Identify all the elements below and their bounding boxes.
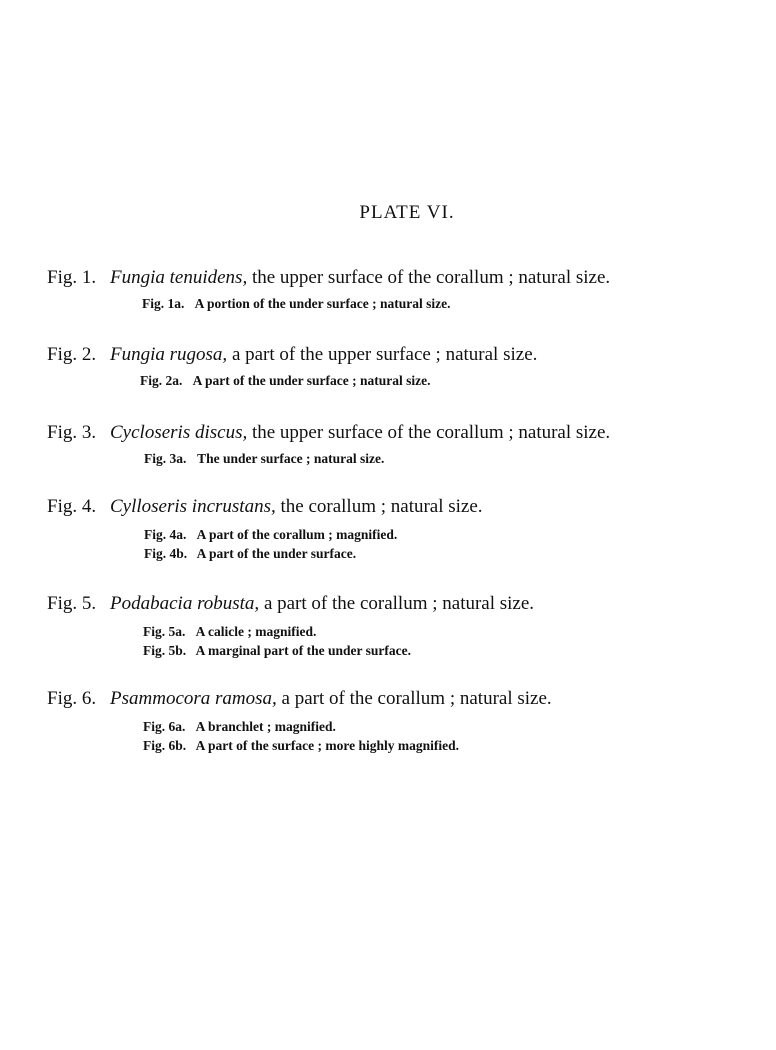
subfigure-text: A portion of the under surface ; natural size. (194, 296, 451, 311)
subfigure-caption (144, 525, 483, 544)
figure-caption (47, 343, 537, 367)
figure-description: the upper surface of the corallum ; natural size. (251, 267, 611, 288)
subfigure-label: Fig. 5b. (143, 643, 187, 658)
subfigure-text: A part of the under surface. (196, 546, 357, 561)
subfigure-text: A part of the under surface ; natural size. (192, 373, 431, 388)
figure-description: the corallum ; natural size. (280, 496, 483, 517)
subfigure-caption (140, 371, 537, 390)
subfigure-list (47, 717, 552, 755)
figure-caption (47, 592, 534, 616)
subfigure-caption (144, 449, 610, 468)
species-name: Cycloseris discus, (110, 422, 248, 443)
subfigure-caption (143, 641, 534, 660)
species-name: Fungia tenuidens, (110, 267, 248, 288)
figure-description: a part of the corallum ; natural size. (263, 593, 535, 614)
figure-description: a part of the corallum ; natural size. (281, 688, 552, 709)
figure-entry-3 (47, 421, 610, 468)
figure-label: Fig. 1. (47, 267, 97, 288)
subfigure-label: Fig. 6b. (143, 738, 187, 753)
figure-label: Fig. 6. (47, 688, 97, 709)
subfigure-label: Fig. 4a. (144, 527, 187, 542)
figure-entry-6 (47, 687, 552, 755)
subfigure-list (47, 525, 483, 563)
plate-title: PLATE VI. (359, 202, 455, 223)
subfigure-caption (142, 294, 610, 313)
species-name: Psammocora ramosa, (110, 688, 277, 709)
figure-description: the upper surface of the corallum ; natural size. (251, 422, 611, 443)
figure-entry-1 (47, 266, 610, 313)
figure-label: Fig. 5. (47, 593, 97, 614)
figure-label: Fig. 3. (47, 422, 97, 443)
subfigure-list (47, 622, 534, 660)
subfigure-label: Fig. 5a. (143, 624, 186, 639)
subfigure-caption (143, 736, 552, 755)
subfigure-text: A part of the surface ; more highly magnified. (195, 738, 459, 753)
figure-description: a part of the upper surface ; natural size. (231, 344, 538, 365)
subfigure-text: A marginal part of the under surface. (195, 643, 412, 658)
subfigure-label: Fig. 3a. (144, 451, 187, 466)
subfigure-label: Fig. 4b. (144, 546, 188, 561)
subfigure-caption (143, 717, 552, 736)
species-name: Podabacia robusta, (110, 593, 260, 614)
figure-caption (47, 687, 552, 711)
species-name: Cylloseris incrustans, (110, 496, 276, 517)
figure-caption (47, 266, 610, 290)
subfigure-caption (144, 544, 483, 563)
figure-entry-5 (47, 592, 534, 660)
subfigure-text: A branchlet ; magnified. (195, 719, 336, 734)
subfigure-text: A part of the corallum ; magnified. (196, 527, 398, 542)
subfigure-caption (143, 622, 534, 641)
figure-caption (47, 495, 483, 519)
species-name: Fungia rugosa, (110, 344, 228, 365)
subfigure-text: A calicle ; magnified. (195, 624, 317, 639)
figure-entry-4 (47, 495, 483, 563)
figure-label: Fig. 4. (47, 496, 97, 517)
figure-label: Fig. 2. (47, 344, 97, 365)
subfigure-text: The under surface ; natural size. (197, 451, 385, 466)
subfigure-label: Fig. 6a. (143, 719, 186, 734)
figure-caption (47, 421, 610, 445)
subfigure-label: Fig. 1a. (142, 296, 185, 311)
figure-entry-2 (47, 343, 537, 390)
subfigure-label: Fig. 2a. (140, 373, 183, 388)
